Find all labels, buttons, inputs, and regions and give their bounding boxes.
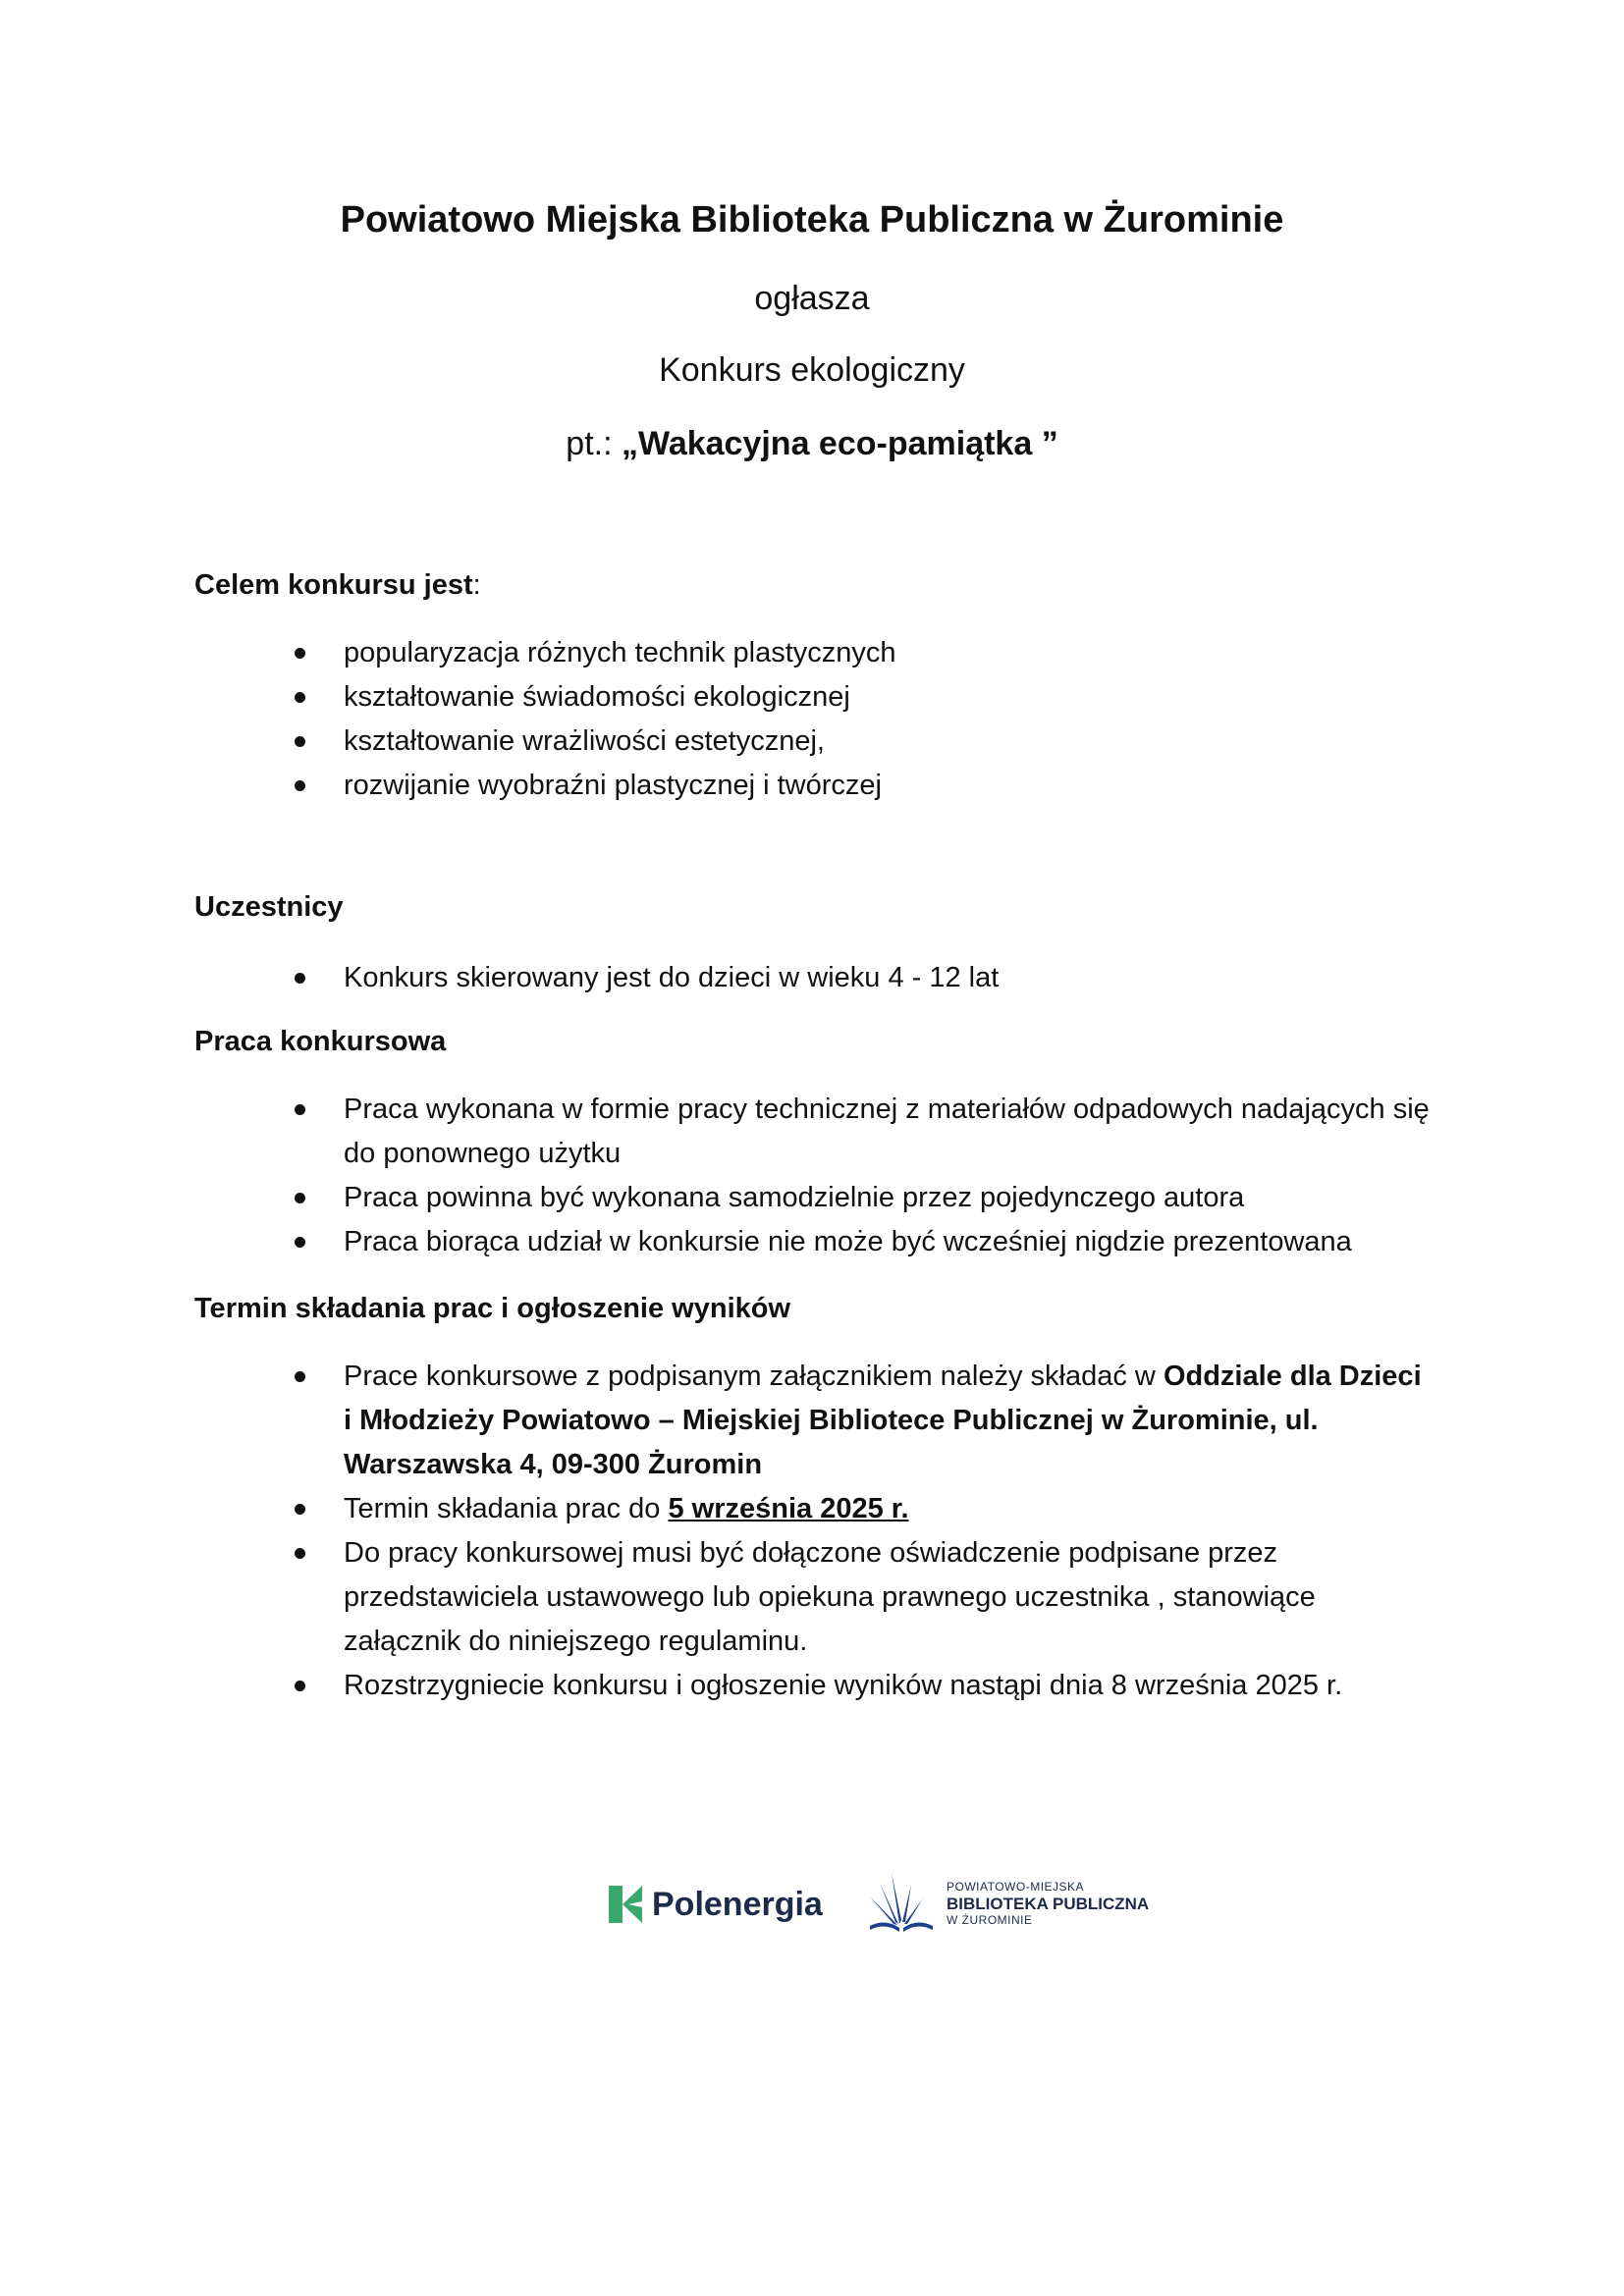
list-item: Rozstrzygniecie konkursu i ogłoszenie wyników nastąpi dnia 8 września 2025 r. — [295, 1664, 1434, 1708]
polenergia-logo — [609, 1880, 823, 1929]
list-item: kształtowanie wrażliwości estetycznej, — [295, 720, 1434, 764]
goals-heading — [194, 566, 481, 604]
deadline-item2-text: Termin składania prac do — [344, 1493, 669, 1524]
list-item: Do pracy konkursowej musi być dołączone oświadczenie podpisane przez przedstawiciela ustawowego lub opiekuna prawnego uczestnika , stanowiące załącznik do niniejszego regulaminu. — [295, 1531, 1434, 1664]
goals-heading-colon: : — [472, 569, 481, 601]
list-item: Konkurs skierowany jest do dzieci w wieku 4 - 12 lat — [295, 956, 1434, 1000]
open-book-icon — [862, 1865, 941, 1944]
deadline-date: 5 września 2025 r. — [668, 1493, 909, 1524]
library-logo-text — [947, 1881, 1149, 1927]
contest-name-prefix: pt.: — [566, 425, 622, 462]
list-item: kształtowanie świadomości ekologicznej — [295, 675, 1434, 720]
goals-heading-text: Celem konkursu jest — [194, 569, 473, 601]
list-item: popularyzacja różnych technik plastycznych — [295, 631, 1434, 675]
sponsor-logos — [609, 1860, 1159, 1949]
deadline-heading: Termin składania prac i ogłoszenie wyników — [194, 1293, 791, 1324]
list-item — [295, 1355, 1434, 1487]
library-logo-line2: BIBLIOTEKA PUBLICZNA — [947, 1895, 1150, 1914]
library-logo-line3: W ŻUROMINIE — [947, 1912, 1033, 1927]
contest-name-title: „Wakacyjna eco-pamiątka ” — [621, 425, 1058, 462]
work-heading: Praca konkursowa — [194, 1026, 447, 1057]
participants-heading: Uczestnicy — [194, 891, 344, 923]
deadline-list — [295, 1355, 1434, 1708]
goals-list — [295, 631, 1434, 808]
contest-type: Konkurs ekologiczny — [659, 351, 965, 389]
list-item: Praca wykonana w formie pracy technicznej z materiałów odpadowych nadających się do ponownego użytku — [295, 1088, 1434, 1176]
document-title: Powiatowo Miejska Biblioteka Publiczna w Żurominie — [340, 199, 1284, 240]
announces-text: ogłasza — [754, 280, 870, 317]
polenergia-k-icon — [609, 1886, 642, 1923]
library-logo-line1: POWIATOWO-MIEJSKA — [947, 1880, 1085, 1895]
contest-name — [0, 422, 1624, 465]
list-item: Praca biorąca udział w konkursie nie może być wcześniej nigdzie prezentowana — [295, 1220, 1434, 1264]
list-item: Praca powinna być wykonana samodzielnie przez pojedynczego autora — [295, 1176, 1434, 1220]
library-logo — [862, 1860, 1149, 1949]
list-item: rozwijanie wyobraźni plastycznej i twórczej — [295, 764, 1434, 808]
polenergia-wordmark: Polenergia — [652, 1885, 823, 1923]
deadline-item1-address: Oddziale dla Dzieci i Młodzieży Powiatowo – Miejskiej Bibliotece Publicznej w Żurominie, ul. Warszawska 4, 09-300 Żuromin — [344, 1361, 1422, 1480]
work-list — [295, 1088, 1434, 1264]
deadline-item1-text: Prace konkursowe z podpisanym załącznikiem należy składać w — [344, 1361, 1164, 1392]
list-item — [295, 1487, 1434, 1531]
participants-list — [295, 956, 1434, 1000]
